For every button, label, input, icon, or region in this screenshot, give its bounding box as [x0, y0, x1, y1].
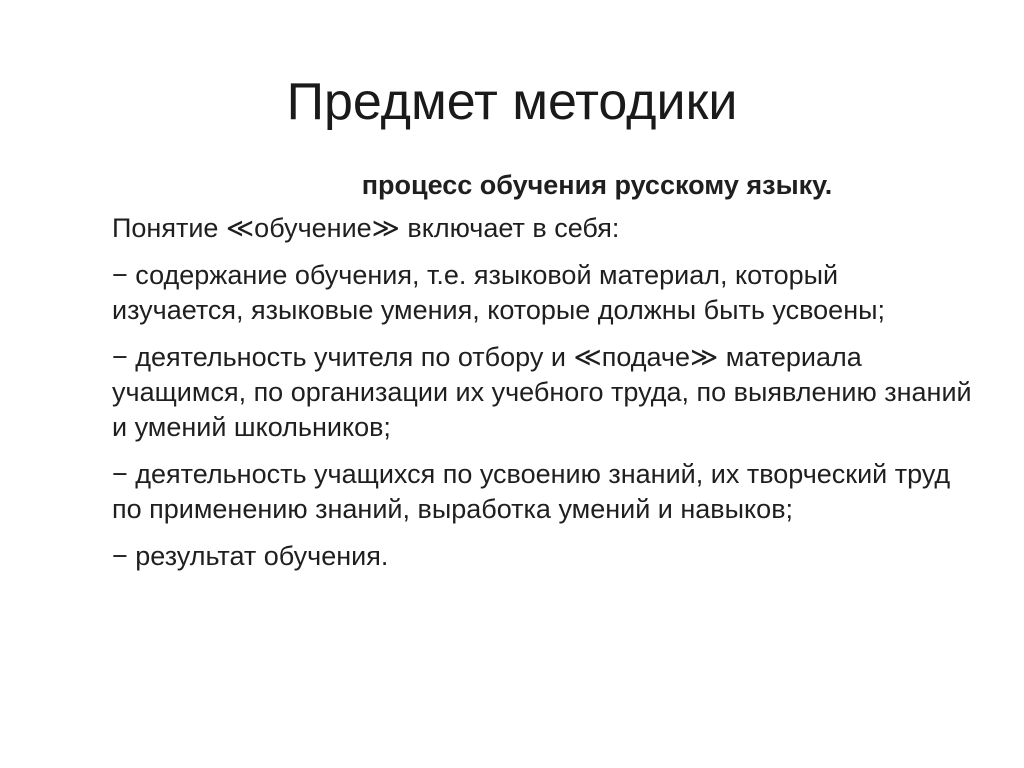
- slide-title: Предмет методики: [286, 73, 738, 131]
- paragraph-teacher-activity: − деятельность учителя по отбору и ≪подаче≫ материала учащимся, по организации их учебного труда, по выявлению знаний и умений школьников;: [112, 342, 972, 442]
- paragraph-intro: Понятие ≪обучение≫ включает в себя:: [112, 213, 620, 243]
- paragraph-result: − результат обучения.: [112, 541, 389, 571]
- slide-body: [112, 168, 972, 586]
- paragraph-content: − содержание обучения, т.е. языковой материал, который изучается, языковые умения, которые должны быть усвоены;: [112, 260, 886, 325]
- paragraph-student-activity: − деятельность учащихся по усвоению знаний, их творческий труд по применению знаний, выработка умений и навыков;: [112, 459, 951, 524]
- slide-subtitle: процесс обучения русскому языку.: [361, 170, 833, 200]
